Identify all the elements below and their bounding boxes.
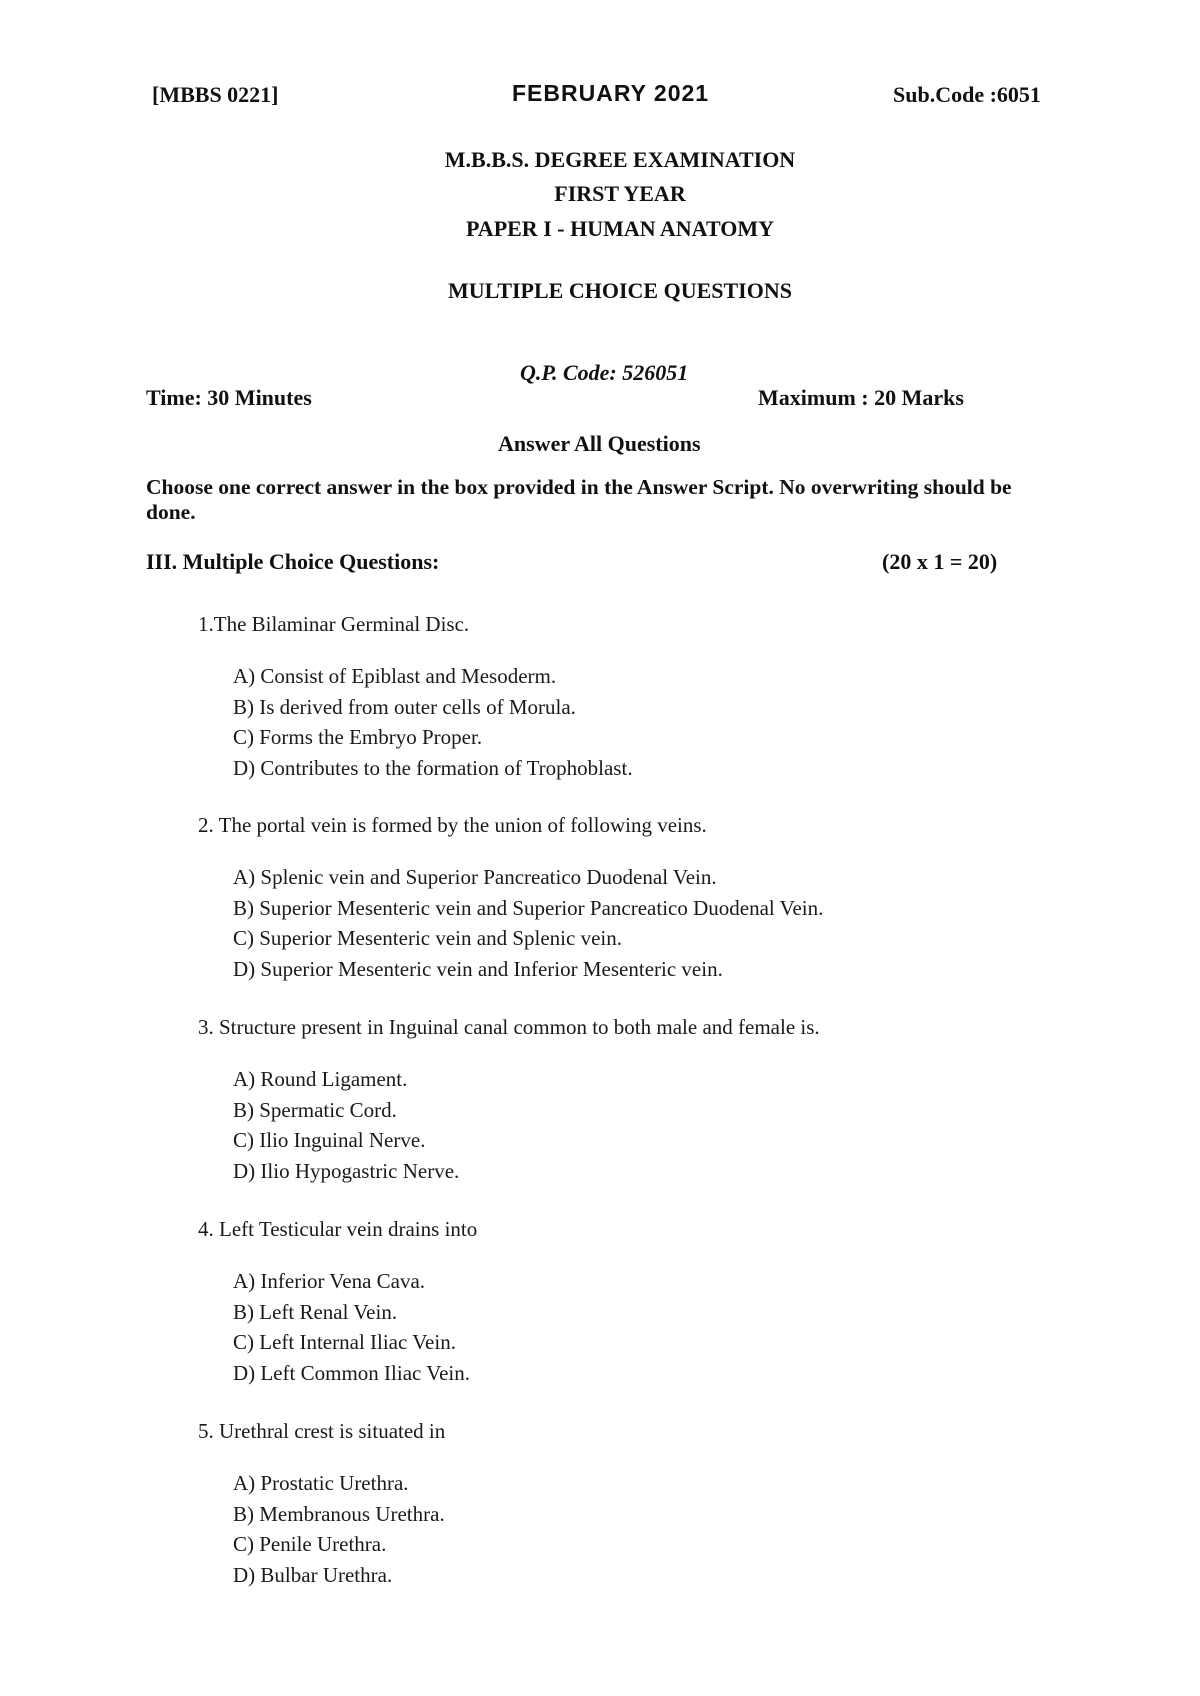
year-title: FIRST YEAR [554, 181, 686, 206]
part-label: III. Multiple Choice Questions: [146, 549, 440, 574]
option-c: C) Ilio Inguinal Nerve. [233, 1128, 426, 1152]
option-b: B) Membranous Urethra. [233, 1501, 445, 1526]
question-1-stem: 1.The Bilaminar Germinal Disc. [198, 612, 470, 636]
time-allowed: Time: 30 Minutes [146, 385, 312, 410]
option-a: A) Splenic vein and Superior Pancreatico Duodenal Vein. [233, 865, 717, 889]
option-c: C) Penile Urethra. [233, 1532, 387, 1556]
question-4-stem: 4. Left Testicular vein drains into [198, 1217, 478, 1241]
exam-title: M.B.B.S. DEGREE EXAMINATION [444, 147, 796, 172]
part-marks: (20 x 1 = 20) [882, 549, 998, 574]
question-1-options [233, 661, 633, 783]
question-2-options [233, 862, 823, 984]
option-d: D) Ilio Hypogastric Nerve. [233, 1158, 460, 1183]
option-a: A) Round Ligament. [233, 1067, 408, 1091]
option-d: D) Left Common Iliac Vein. [233, 1360, 470, 1385]
question-3-stem: 3. Structure present in Inguinal canal common to both male and female is. [198, 1015, 820, 1039]
option-d: D) Superior Mesenteric vein and Inferior Mesenteric vein. [233, 956, 723, 981]
question-4-options [233, 1266, 470, 1388]
mbbs-code: [MBBS 0221] [152, 82, 279, 107]
option-a: A) Inferior Vena Cava. [233, 1269, 426, 1293]
option-a: A) Consist of Epiblast and Mesoderm. [233, 664, 557, 688]
option-d: D) Bulbar Urethra. [233, 1562, 393, 1587]
question-2-stem: 2. The portal vein is formed by the union of following veins. [198, 813, 707, 837]
option-b: B) Superior Mesenteric vein and Superior Pancreatico Duodenal Vein. [233, 895, 824, 920]
option-b: B) Left Renal Vein. [233, 1299, 398, 1324]
maximum-marks: Maximum : 20 Marks [758, 385, 964, 410]
option-b: B) Spermatic Cord. [233, 1097, 397, 1122]
option-b: B) Is derived from outer cells of Morula. [233, 694, 576, 719]
option-c: C) Superior Mesenteric vein and Splenic vein. [233, 926, 622, 950]
option-a: A) Prostatic Urethra. [233, 1471, 409, 1495]
section-title: MULTIPLE CHOICE QUESTIONS [448, 278, 792, 303]
question-5-options [233, 1468, 445, 1590]
question-3-options [233, 1064, 459, 1186]
option-c: C) Forms the Embryo Proper. [233, 725, 483, 749]
exam-month: FEBRUARY 2021 [512, 80, 710, 106]
instructions: Choose one correct answer in the box provided in the Answer Script. No overwriting should be done. [146, 475, 1012, 524]
option-c: C) Left Internal Iliac Vein. [233, 1330, 456, 1354]
paper-title: PAPER I - HUMAN ANATOMY [466, 216, 774, 241]
option-d: D) Contributes to the formation of Trophoblast. [233, 755, 633, 780]
sub-code: Sub.Code :6051 [893, 82, 1041, 107]
question-5-stem: 5. Urethral crest is situated in [198, 1419, 446, 1443]
answer-all: Answer All Questions [498, 431, 701, 456]
qp-code: Q.P. Code: 526051 [520, 360, 689, 385]
